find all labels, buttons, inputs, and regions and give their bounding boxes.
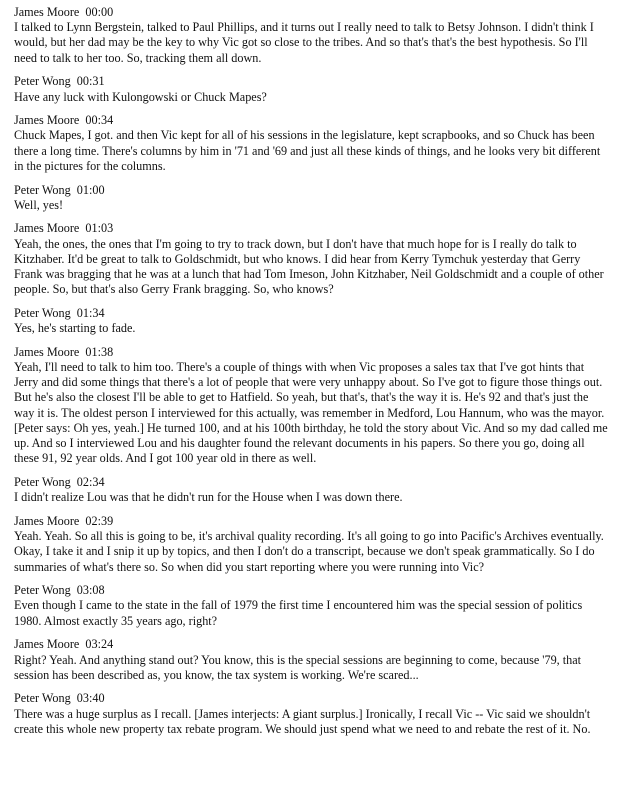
utterance-text: I didn't realize Lou was that he didn't run for the House when I was down there.: [14, 490, 403, 505]
timestamp: 03:08: [76, 583, 105, 598]
utterance-text: Yeah, I'll need to talk to him too. There's a couple of things with when Vic proposes a sales tax that I've got hints that Jerry and did some things that there's a lot of people that were very unhappy about. So I've got to figure those things out. But he's also the closest I'll be able to get to Hatfield. So yeah, but that's, that's the way it is. He's 92 and that's just the way it is. The oldest person I interviewed for this actually, was remember in Medford, Lou Hannum, who was the mayor. [Peter says: Oh yes, yeah.] He turned 100, and at his 100th birthday, he told the story about Vic. And so my dad called me up. And so I interviewed Lou and his daughter found the relevant documents in his papers. So there you go, doing all these 91, 92 year olds. And I got 100 year old in there as well.: [14, 360, 608, 466]
timestamp: 00:00: [85, 5, 114, 19]
utterance-text: Right? Yeah. And anything stand out? You know, this is the special sessions are beginning to come, because '79, that session has been described as, you know, the tax system is working. We're scared...: [14, 652, 582, 682]
transcript-entry: [14, 475, 608, 505]
utterance-text: Even though I came to the state in the fall of 1979 the first time I encountered him was the special session of politics 1980. Almost exactly 35 years ago, right?: [14, 598, 583, 628]
speaker-name: James Moore: [14, 344, 80, 359]
utterance-text: Chuck Mapes, I got. and then Vic kept for all of his sessions in the legislature, kept scrapbooks, and so Chuck has been there a long time. There's columns by him in '71 and '69 and just all these kinds of things, and he looks very bit different in the pictures for the columns.: [14, 128, 601, 173]
timestamp: 00:31: [76, 74, 105, 89]
timestamp: 01:03: [85, 221, 114, 236]
transcript-entry: [14, 345, 608, 467]
speaker-name: Peter Wong: [14, 74, 71, 89]
timestamp: 01:00: [76, 182, 105, 197]
transcript-entry: [14, 691, 608, 737]
transcript-entry: [14, 221, 608, 297]
speaker-name: James Moore: [14, 113, 80, 128]
timestamp: 00:34: [85, 113, 114, 128]
timestamp: 01:38: [85, 344, 114, 359]
transcript-entry: [14, 183, 608, 213]
transcript-entry: [14, 583, 608, 629]
speaker-name: Peter Wong: [14, 583, 71, 598]
utterance-text: Well, yes!: [14, 197, 64, 212]
utterance-text: Have any luck with Kulongowski or Chuck Mapes?: [14, 89, 267, 104]
utterance-text: Yeah. Yeah. So all this is going to be, it's archival quality recording. It's all going to go into Pacific's Archives eventually. Okay, I take it and I snip it up by topics, and then I don't do a transcript, because we don't speak grammatically. So I do summaries of what's there so. So when did you start reporting where you were running into Vic?: [14, 529, 604, 574]
timestamp: 03:40: [76, 691, 105, 706]
transcript-entry: [14, 637, 608, 683]
transcript-entry: [14, 306, 608, 336]
transcript-entry: [14, 113, 608, 174]
speaker-name: Peter Wong: [14, 474, 71, 489]
speaker-name: James Moore: [14, 637, 80, 652]
timestamp: 02:34: [76, 474, 105, 489]
speaker-name: James Moore: [14, 5, 80, 19]
utterance-text: I talked to Lynn Bergstein, talked to Paul Phillips, and it turns out I really need to talk to Betsy Johnson. I didn't think I would, but her dad may be the key to why Vic got so close to the tribes. And so that's that's the best hypothesis. So I'll need to talk to her too. So, tracking them all down.: [14, 20, 594, 65]
speaker-name: James Moore: [14, 221, 80, 236]
utterance-text: There was a huge surplus as I recall. [James interjects: A giant surplus.] Ironically, I recall Vic -- Vic said we shouldn't create this whole new property tax rebate program. We should just spend what we need to and rebate the rest of it. No.: [14, 706, 591, 736]
transcript-entry: [14, 74, 608, 104]
utterance-text: Yes, he's starting to fade.: [14, 321, 136, 336]
speaker-name: Peter Wong: [14, 182, 71, 197]
utterance-text: Yeah, the ones, the ones that I'm going to try to track down, but I don't have that much hope for is I really do talk to Kitzhaber. It'd be great to talk to Goldschmidt, but who knows. I did hear from Kerry Tymchuk yesterday that Gerry Frank was bragging that he was at a lunch that had Tom Imeson, John Kitzhaber, Neil Goldschmidt and a couple of other people. So, but that's also Gerry Frank bragging. So, who knows?: [14, 236, 604, 297]
timestamp: 01:34: [76, 305, 105, 320]
timestamp: 02:39: [85, 513, 114, 528]
speaker-name: Peter Wong: [14, 305, 71, 320]
speaker-name: Peter Wong: [14, 691, 71, 706]
timestamp: 03:24: [85, 637, 114, 652]
transcript-entry: [14, 5, 608, 66]
speaker-name: James Moore: [14, 513, 80, 528]
transcript-entry: [14, 514, 608, 575]
